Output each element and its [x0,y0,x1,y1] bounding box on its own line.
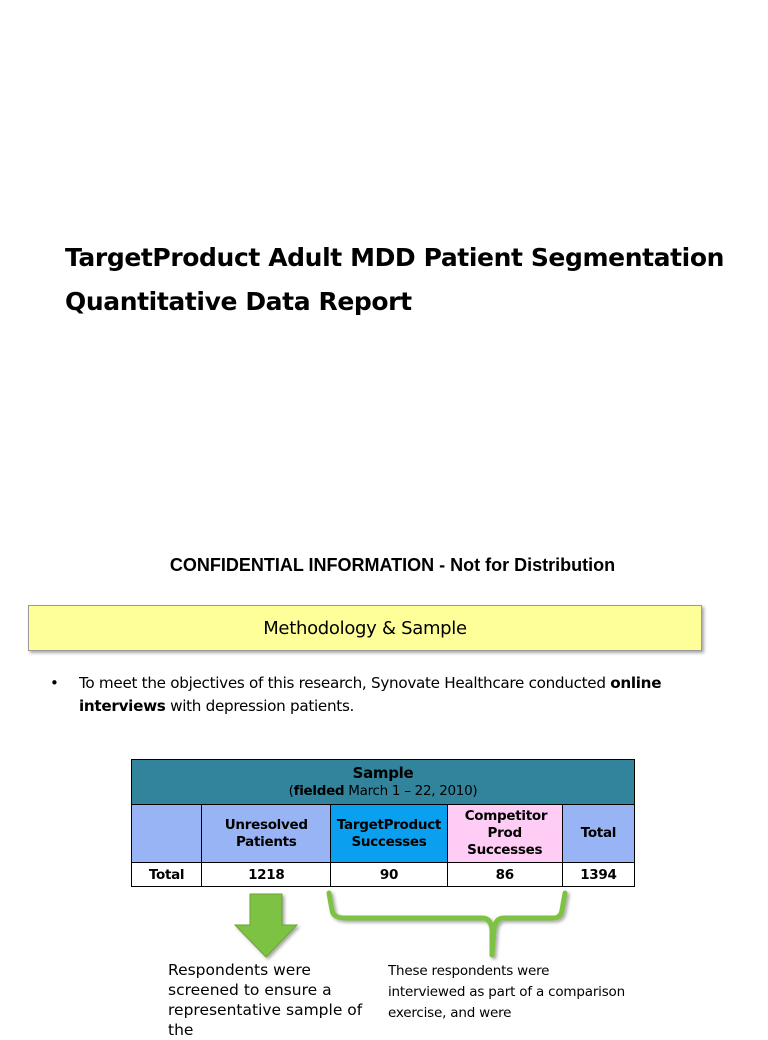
section-banner-label: Methodology & Sample [263,617,467,639]
note-screened: Respondents were screened to ensure a representative sample of the [168,961,363,1039]
bullet-text-before: To meet the objectives of this research, Synovate Healthcare conducted [79,674,611,692]
confidential-notice: CONFIDENTIAL INFORMATION - Not for Distribution [169,555,616,575]
col-header-competitor: Competitor Prod Successes [447,805,562,863]
report-title-line2: Quantitative Data Report [65,287,412,316]
bullet-icon: • [50,674,59,692]
value-total: 1394 [562,863,634,887]
value-target: 90 [331,863,447,887]
report-title-line1: TargetProduct Adult MDD Patient Segmentation [65,243,724,272]
down-arrow-icon [235,894,297,957]
sample-table-fielded: (fielded March 1 – 22, 2010) [288,783,478,799]
curly-brace-icon [329,893,565,955]
fielded-dates: March 1 – 22, 2010) [344,783,478,799]
col-header-unresolved: Unresolved Patients [202,805,331,863]
bullet-bold-text: online interviews [79,674,662,715]
note-comparison: These respondents were interviewed as part of a comparison exercise, and were [388,963,625,1021]
fielded-bold: fielded [293,783,345,799]
col-header-target: TargetProduct Successes [331,805,447,863]
value-competitor: 86 [447,863,562,887]
bullet-text-after: with depression patients. [165,697,355,715]
sample-table-title: Sample [352,764,414,782]
value-unresolved: 1218 [202,863,331,887]
row-label-total: Total [132,863,202,887]
col-header-total: Total [562,805,634,863]
